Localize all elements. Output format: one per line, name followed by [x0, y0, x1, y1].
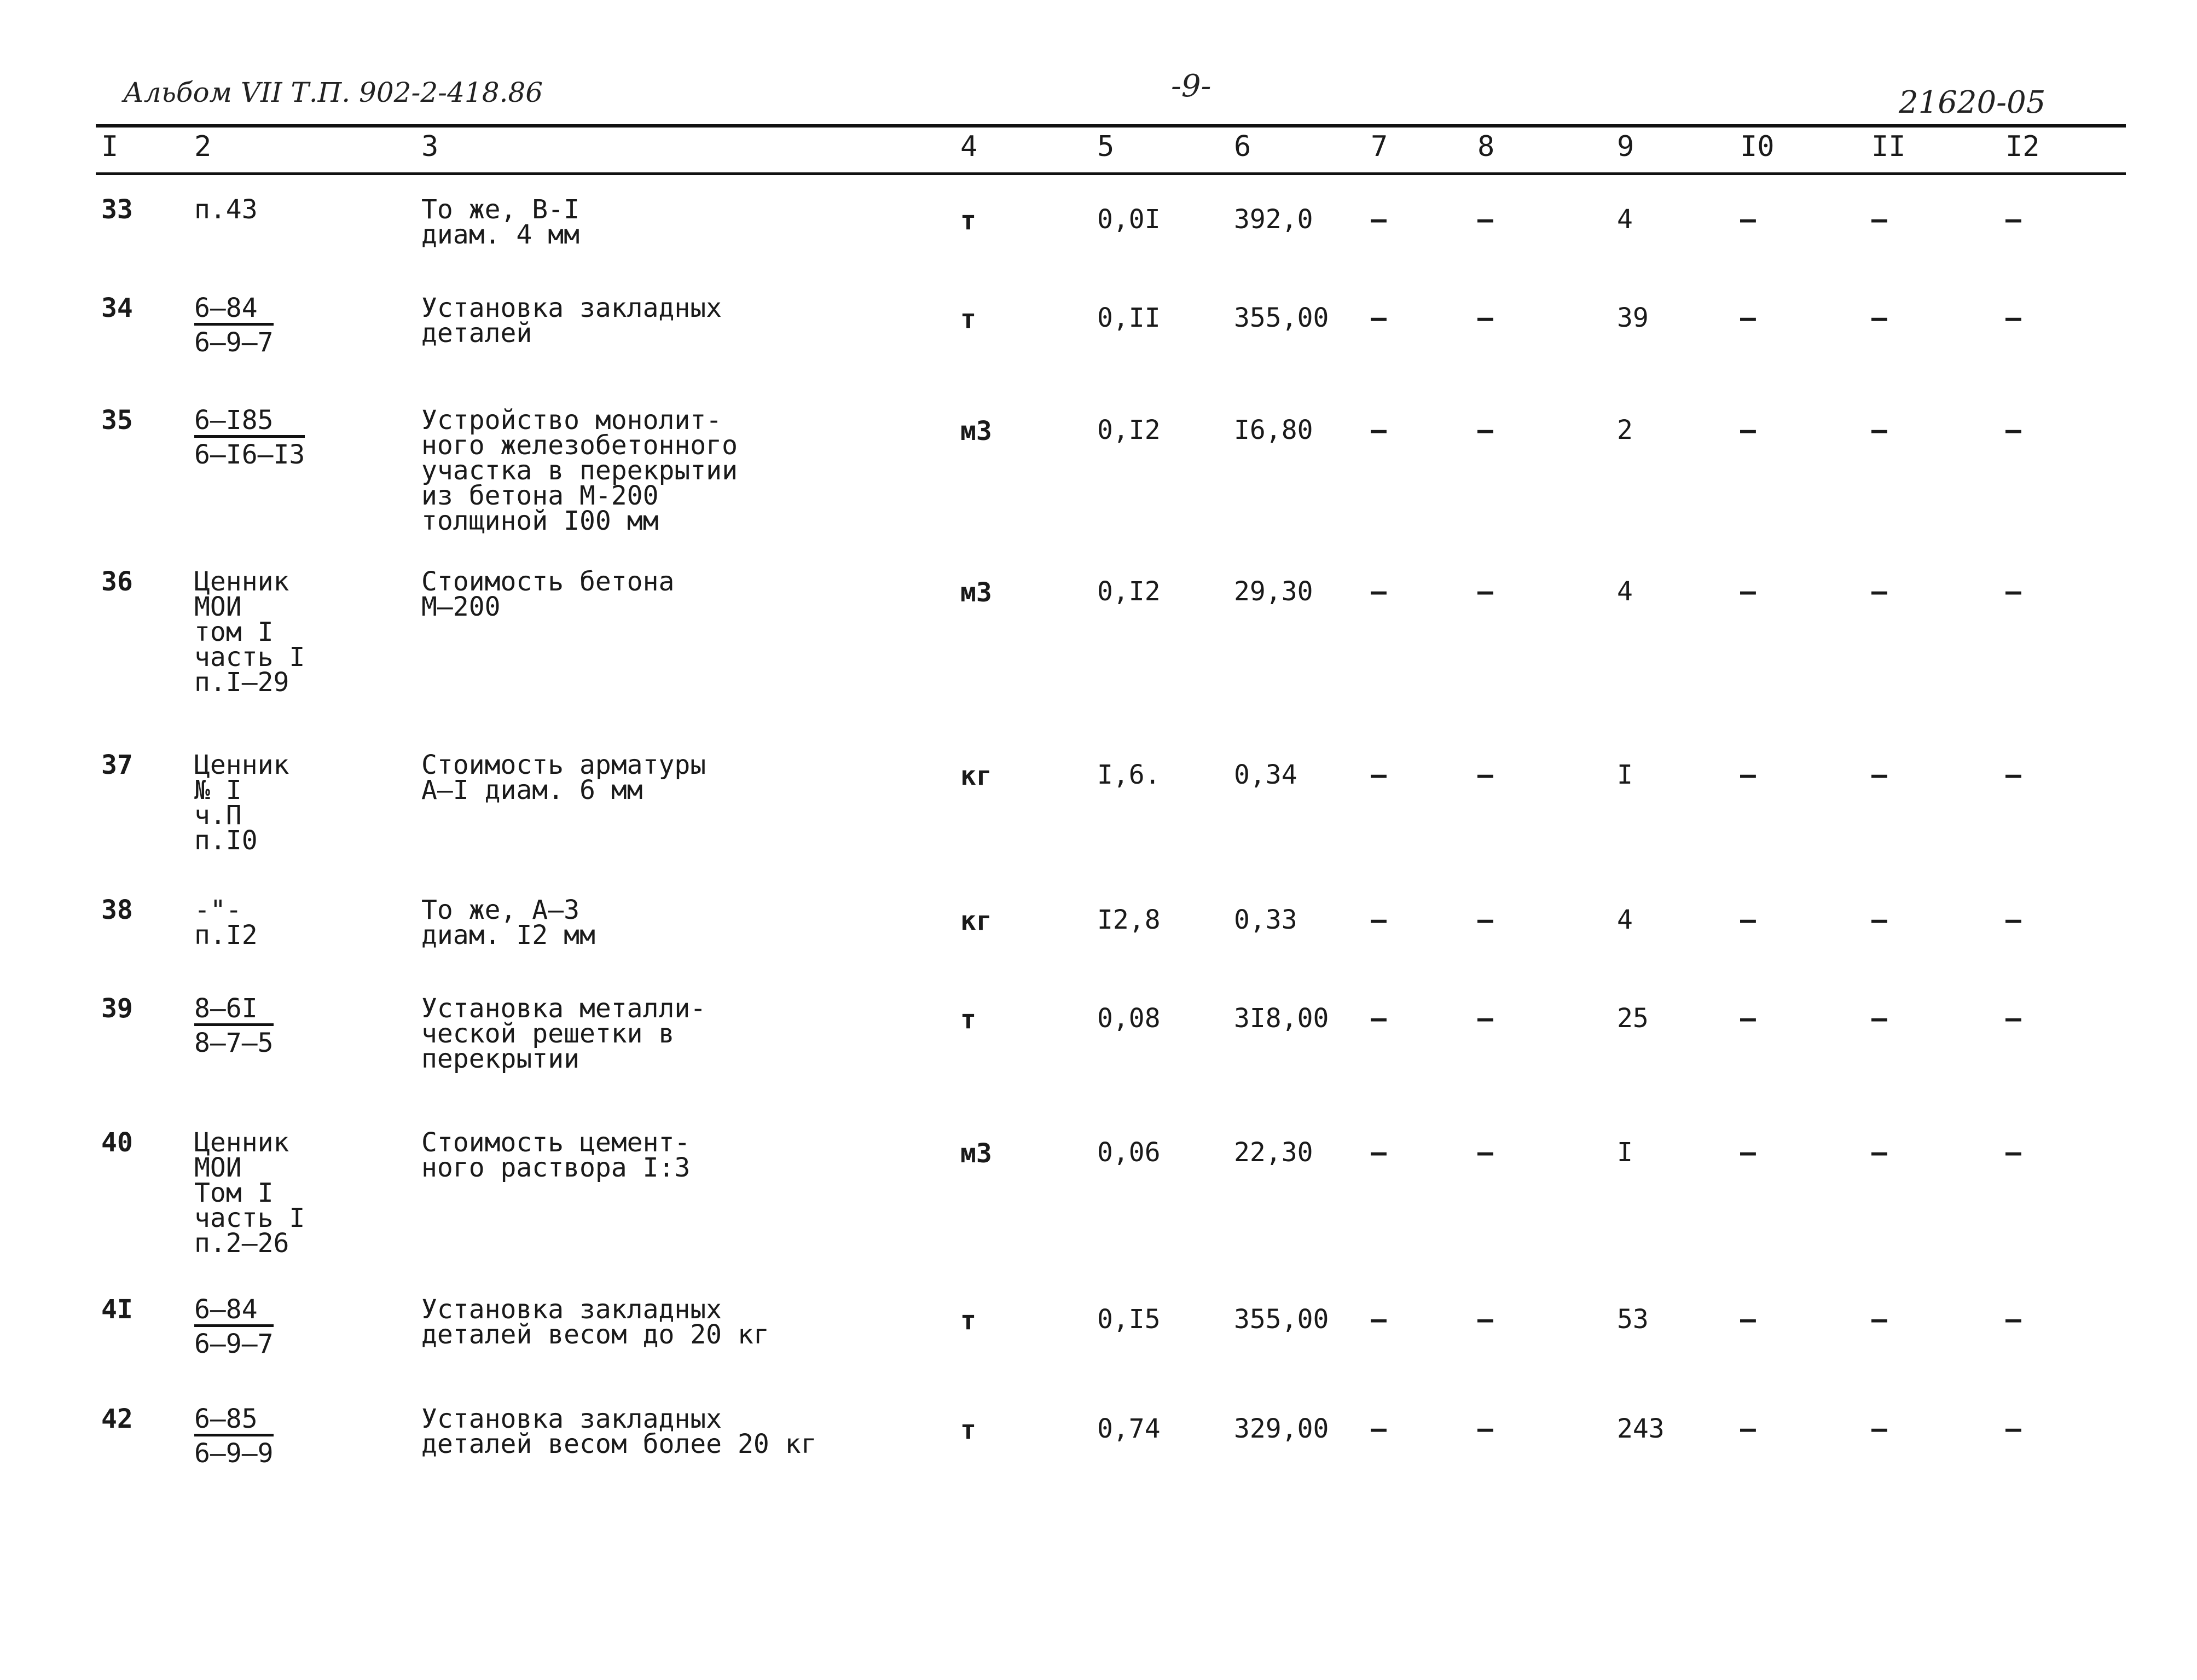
- column-header-2: 2: [194, 130, 212, 163]
- column-header-12: I2: [2005, 130, 2040, 163]
- col-12-value: –: [2005, 415, 2021, 445]
- col-11-value: –: [1871, 1137, 1887, 1168]
- unit-price: I6,80: [1234, 415, 1313, 445]
- col-11-value: –: [1871, 204, 1887, 235]
- col-12-value: –: [2005, 1413, 2021, 1444]
- norm-reference-denominator: 6–9–9: [194, 1438, 274, 1469]
- norm-reference: Ценник МОИ Том I часть I п.2–26: [194, 1127, 305, 1259]
- col-8-value: –: [1477, 905, 1493, 935]
- work-description: Установка металли- ческой решетки в перекрытии: [421, 993, 706, 1074]
- work-description: Установка закладных деталей весом более 20 кг: [421, 1404, 817, 1459]
- col-7-value: –: [1371, 1137, 1387, 1168]
- header-rule: [96, 172, 2126, 175]
- page-number: -9-: [1171, 68, 1211, 104]
- row-number: 40: [101, 1127, 133, 1158]
- column-header-1: I: [101, 130, 119, 163]
- unit-price: 392,0: [1234, 204, 1313, 235]
- norm-reference-fraction: [194, 1294, 274, 1359]
- norm-reference-denominator: 6–9–7: [194, 327, 274, 358]
- norm-reference-denominator: 6–9–7: [194, 1329, 274, 1359]
- quantity: 0,0I: [1097, 204, 1161, 235]
- top-rule: [96, 124, 2126, 128]
- column-header-8: 8: [1477, 130, 1495, 163]
- col-9-value: 53: [1617, 1304, 1649, 1335]
- col-7-value: –: [1371, 415, 1387, 445]
- row-number: 4I: [101, 1294, 133, 1325]
- col-7-value: –: [1371, 576, 1387, 607]
- col-10-value: –: [1740, 576, 1756, 607]
- column-header-4: 4: [960, 130, 978, 163]
- col-8-value: –: [1477, 576, 1493, 607]
- col-7-value: –: [1371, 1304, 1387, 1335]
- unit-price: 22,30: [1234, 1137, 1313, 1168]
- col-10-value: –: [1740, 1003, 1756, 1034]
- unit: т: [960, 1305, 976, 1336]
- norm-reference-numerator: 6–84: [194, 1297, 274, 1327]
- col-7-value: –: [1371, 1413, 1387, 1444]
- col-7-value: –: [1371, 905, 1387, 935]
- col-10-value: –: [1740, 905, 1756, 935]
- work-description: Устройство монолит- ного железобетонного участка в перекрытии из бетона М-200 толщиной I00 мм: [421, 405, 738, 536]
- col-9-value: 4: [1617, 905, 1633, 935]
- unit: кг: [960, 906, 992, 936]
- col-11-value: –: [1871, 415, 1887, 445]
- col-7-value: –: [1371, 1003, 1387, 1034]
- col-8-value: –: [1477, 1413, 1493, 1444]
- quantity: I2,8: [1097, 905, 1161, 935]
- col-12-value: –: [2005, 1304, 2021, 1335]
- col-9-value: I: [1617, 760, 1633, 790]
- col-8-value: –: [1477, 1137, 1493, 1168]
- column-header-9: 9: [1617, 130, 1634, 163]
- quantity: 0,74: [1097, 1413, 1161, 1444]
- col-8-value: –: [1477, 1003, 1493, 1034]
- unit: т: [960, 304, 976, 334]
- norm-reference-denominator: 6–I6–I3: [194, 439, 305, 470]
- norm-reference-fraction: [194, 993, 274, 1058]
- col-10-value: –: [1740, 1137, 1756, 1168]
- unit-price: 355,00: [1234, 303, 1329, 333]
- col-12-value: –: [2005, 1003, 2021, 1034]
- col-9-value: 243: [1617, 1413, 1665, 1444]
- unit: м3: [960, 1138, 992, 1169]
- unit-price: 329,00: [1234, 1413, 1329, 1444]
- col-12-value: –: [2005, 576, 2021, 607]
- norm-reference-denominator: 8–7–5: [194, 1028, 274, 1058]
- col-8-value: –: [1477, 204, 1493, 235]
- unit: кг: [960, 761, 992, 791]
- col-10-value: –: [1740, 303, 1756, 333]
- unit-price: 0,34: [1234, 760, 1297, 790]
- col-10-value: –: [1740, 1304, 1756, 1335]
- unit-price: 0,33: [1234, 905, 1297, 935]
- row-number: 42: [101, 1404, 133, 1434]
- col-11-value: –: [1871, 576, 1887, 607]
- document-code: 21620-05: [1899, 85, 2046, 120]
- work-description: Стоимость арматуры А–I диам. 6 мм: [421, 750, 706, 806]
- column-header-7: 7: [1371, 130, 1388, 163]
- col-9-value: 4: [1617, 576, 1633, 607]
- col-11-value: –: [1871, 760, 1887, 790]
- col-12-value: –: [2005, 303, 2021, 333]
- row-number: 37: [101, 750, 133, 780]
- unit: м3: [960, 577, 992, 608]
- col-7-value: –: [1371, 204, 1387, 235]
- unit: т: [960, 1415, 976, 1445]
- col-11-value: –: [1871, 1003, 1887, 1034]
- col-12-value: –: [2005, 905, 2021, 935]
- norm-reference: п.43: [194, 194, 258, 225]
- row-number: 36: [101, 566, 133, 597]
- quantity: 0,I2: [1097, 576, 1161, 607]
- quantity: 0,II: [1097, 303, 1161, 333]
- unit: т: [960, 205, 976, 236]
- col-11-value: –: [1871, 905, 1887, 935]
- col-11-value: –: [1871, 1413, 1887, 1444]
- unit: т: [960, 1004, 976, 1035]
- norm-reference-fraction: [194, 293, 274, 358]
- work-description: Установка закладных деталей весом до 20 кг: [421, 1294, 769, 1350]
- col-9-value: 39: [1617, 303, 1649, 333]
- col-7-value: –: [1371, 303, 1387, 333]
- quantity: I,6.: [1097, 760, 1161, 790]
- norm-reference-numerator: 6–84: [194, 296, 274, 326]
- quantity: 0,08: [1097, 1003, 1161, 1034]
- norm-reference-numerator: 8–6I: [194, 996, 274, 1026]
- unit-price: 3I8,00: [1234, 1003, 1329, 1034]
- column-header-6: 6: [1234, 130, 1251, 163]
- work-description: Стоимость бетона М–200: [421, 566, 675, 622]
- quantity: 0,I2: [1097, 415, 1161, 445]
- norm-reference-numerator: 6–I85: [194, 408, 305, 438]
- norm-reference-fraction: [194, 1404, 274, 1469]
- col-9-value: I: [1617, 1137, 1633, 1168]
- col-11-value: –: [1871, 1304, 1887, 1335]
- col-12-value: –: [2005, 1137, 2021, 1168]
- row-number: 34: [101, 293, 133, 323]
- col-8-value: –: [1477, 303, 1493, 333]
- norm-reference-fraction: [194, 405, 305, 470]
- col-10-value: –: [1740, 415, 1756, 445]
- row-number: 35: [101, 405, 133, 436]
- col-11-value: –: [1871, 303, 1887, 333]
- unit: м3: [960, 416, 992, 447]
- work-description: То же, В-I диам. 4 мм: [421, 194, 579, 250]
- norm-reference: Ценник МОИ том I часть I п.I–29: [194, 566, 305, 698]
- row-number: 39: [101, 993, 133, 1024]
- col-10-value: –: [1740, 1413, 1756, 1444]
- col-10-value: –: [1740, 760, 1756, 790]
- header-left: Альбом VII Т.П. 902-2-418.86: [123, 77, 543, 108]
- work-description: Стоимость цемент- ного раствора I:3: [421, 1127, 691, 1183]
- col-12-value: –: [2005, 204, 2021, 235]
- norm-reference: -"- п.I2: [194, 895, 258, 951]
- column-header-11: II: [1871, 130, 1906, 163]
- column-header-3: 3: [421, 130, 439, 163]
- col-9-value: 2: [1617, 415, 1633, 445]
- col-7-value: –: [1371, 760, 1387, 790]
- quantity: 0,06: [1097, 1137, 1161, 1168]
- col-8-value: –: [1477, 1304, 1493, 1335]
- col-9-value: 25: [1617, 1003, 1649, 1034]
- norm-reference: Ценник № I ч.П п.I0: [194, 750, 289, 856]
- row-number: 33: [101, 194, 133, 225]
- work-description: То же, А–3 диам. I2 мм: [421, 895, 595, 951]
- col-10-value: –: [1740, 204, 1756, 235]
- col-8-value: –: [1477, 415, 1493, 445]
- unit-price: 355,00: [1234, 1304, 1329, 1335]
- column-header-5: 5: [1097, 130, 1115, 163]
- column-header-10: I0: [1740, 130, 1775, 163]
- quantity: 0,I5: [1097, 1304, 1161, 1335]
- col-9-value: 4: [1617, 204, 1633, 235]
- unit-price: 29,30: [1234, 576, 1313, 607]
- row-number: 38: [101, 895, 133, 925]
- col-8-value: –: [1477, 760, 1493, 790]
- norm-reference-numerator: 6–85: [194, 1406, 274, 1436]
- work-description: Установка закладных деталей: [421, 293, 722, 349]
- col-12-value: –: [2005, 760, 2021, 790]
